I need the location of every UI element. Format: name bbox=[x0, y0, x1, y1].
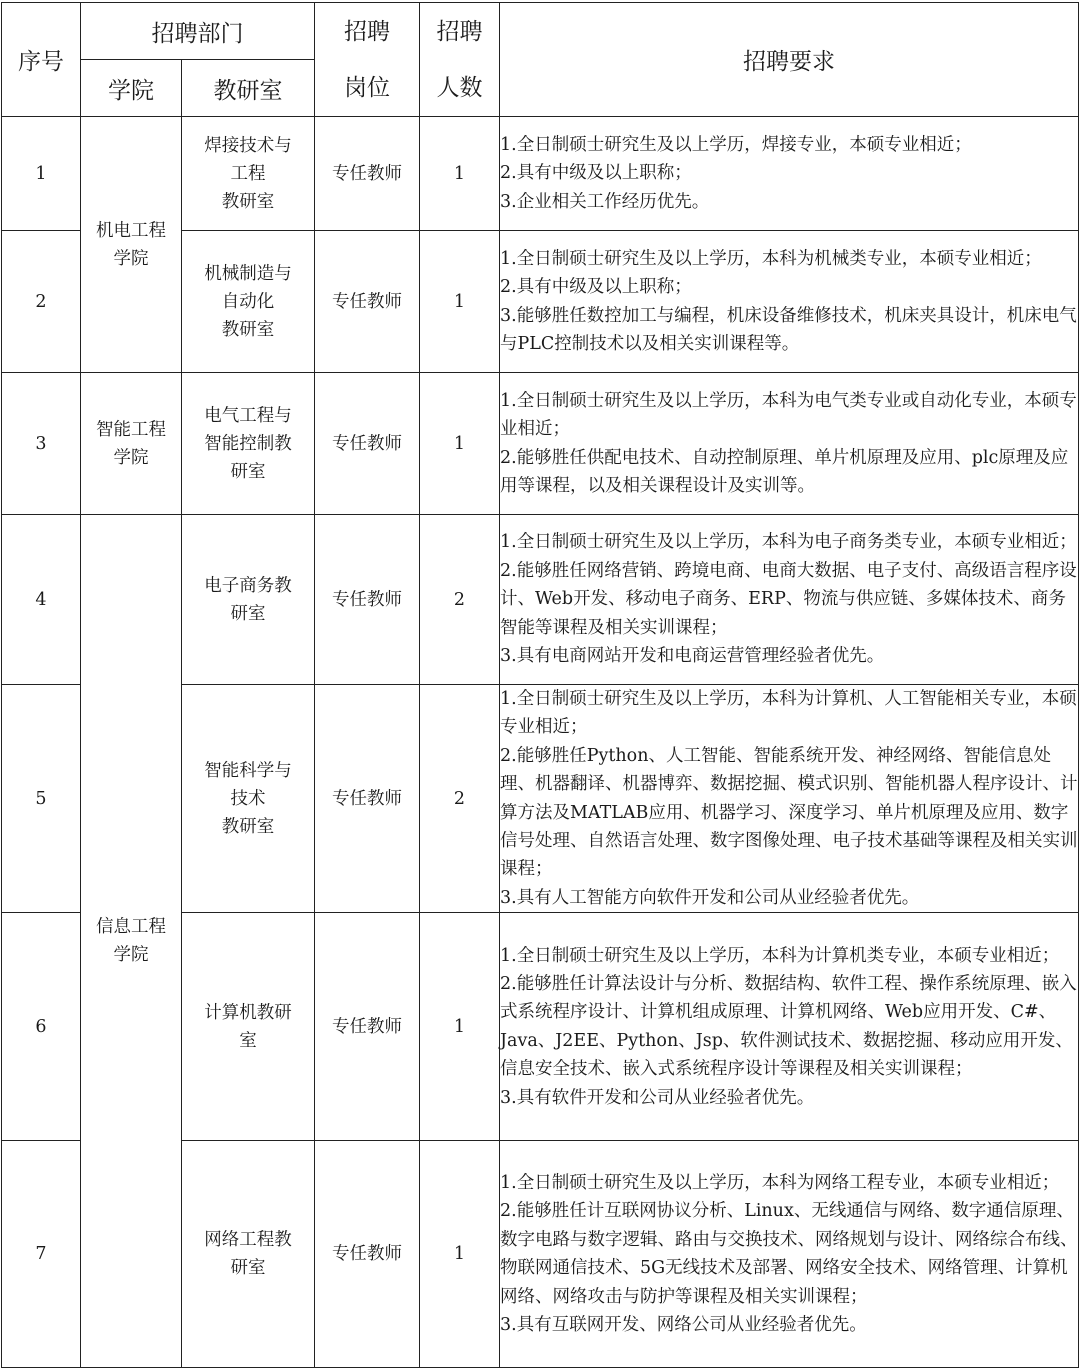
row-count: 1 bbox=[420, 231, 500, 373]
req-line: 1.全日制硕士研究生及以上学历，本科为机械类专业，本硕专业相近； bbox=[500, 248, 1042, 269]
req-line: 2.能够胜任计互联网协议分析、Linux、无线通信与网络、数字通信原理、数字电路与数字逻辑、路由与交换技术、网络规划与设计、网络综合布线、物联网通信技术、5G无线技术及部署、网络安全技术、网络管理、计算机网络、网络攻击与防护等课程及相关实训课程； bbox=[500, 1201, 1078, 1307]
college-smart: 智能工程 学院 bbox=[81, 373, 182, 515]
row-position: 专任教师 bbox=[315, 1141, 420, 1368]
req-line: 1.全日制硕士研究生及以上学历，本科为计算机类专业，本硕专业相近； bbox=[500, 945, 1060, 966]
row-seq: 1 bbox=[2, 117, 81, 231]
header-requirements: 招聘要求 bbox=[500, 3, 1079, 117]
row-count: 1 bbox=[420, 117, 500, 231]
row-count: 2 bbox=[420, 685, 500, 913]
row-count: 1 bbox=[420, 1141, 500, 1368]
row-requirements bbox=[500, 117, 1079, 231]
recruitment-table bbox=[1, 2, 1079, 1368]
header-office: 教研室 bbox=[182, 60, 315, 117]
row-requirements bbox=[500, 1141, 1079, 1368]
header-position: 招聘 岗位 bbox=[315, 3, 420, 117]
req-line: 2.能够胜任网络营销、跨境电商、电商大数据、电子支付、高级语言程序设计、Web开发、移动电子商务、ERP、物流与供应链、多媒体技术、商务智能等课程及相关实训课程； bbox=[500, 560, 1077, 638]
row-office: 电子商务教 研室 bbox=[182, 515, 315, 685]
row-position: 专任教师 bbox=[315, 231, 420, 373]
row-position: 专任教师 bbox=[315, 515, 420, 685]
college-electromech: 机电工程 学院 bbox=[81, 117, 182, 373]
req-line: 1.全日制硕士研究生及以上学历，本科为计算机、人工智能相关专业，本硕专业相近； bbox=[500, 689, 1077, 738]
row-office: 电气工程与 智能控制教 研室 bbox=[182, 373, 315, 515]
req-line: 2.能够胜任供配电技术、自动控制原理、单片机原理及应用、plc原理及应用等课程，以及相关课程设计及实训等。 bbox=[500, 447, 1069, 496]
req-line: 2.具有中级及以上职称； bbox=[500, 163, 692, 184]
req-line: 1.全日制硕士研究生及以上学历，本科为电子商务类专业，本硕专业相近； bbox=[500, 532, 1077, 553]
header-count: 招聘 人数 bbox=[420, 3, 500, 117]
req-line: 1.全日制硕士研究生及以上学历，本科为网络工程专业，本硕专业相近； bbox=[500, 1173, 1060, 1194]
row-seq: 6 bbox=[2, 913, 81, 1141]
req-line: 1.全日制硕士研究生及以上学历，本科为电气类专业或自动化专业，本硕专业相近； bbox=[500, 390, 1077, 440]
row-office: 网络工程教 研室 bbox=[182, 1141, 315, 1368]
row-requirements bbox=[500, 373, 1079, 515]
row-office: 计算机教研 室 bbox=[182, 913, 315, 1141]
row-seq: 2 bbox=[2, 231, 81, 373]
row-office: 智能科学与 技术 教研室 bbox=[182, 685, 315, 913]
table-row bbox=[2, 117, 1079, 231]
header-college: 学院 bbox=[81, 60, 182, 117]
req-line: 2.能够胜任计算法设计与分析、数据结构、软件工程、操作系统原理、嵌入式系统程序设计、计算机组成原理、计算机网络、Web应用开发、C#、Java、J2EE、Python、Jsp、软件测试技术、数据挖掘、移动应用开发、信息安全技术、嵌入式系统程序设计等课程及相关实训课程； bbox=[500, 973, 1077, 1080]
college-info: 信息工程 学院 bbox=[81, 515, 182, 1368]
row-office: 机械制造与 自动化 教研室 bbox=[182, 231, 315, 373]
req-line: 2.能够胜任Python、人工智能、智能系统开发、神经网络、智能信息处理、机器翻译、机器博弈、数据挖掘、模式识别、智能机器人程序设计、计算方法及MATLAB应用、机器学习、深度学习、单片机原理及应用、数字信号处理、自然语言处理、数字图像处理、电子技术基础等课程及相关实训课程； bbox=[500, 745, 1078, 880]
row-requirements bbox=[500, 515, 1079, 685]
row-count: 1 bbox=[420, 913, 500, 1141]
row-seq: 5 bbox=[2, 685, 81, 913]
req-line: 3.具有人工智能方向软件开发和公司从业经验者优先。 bbox=[500, 887, 920, 908]
row-position: 专任教师 bbox=[315, 117, 420, 231]
row-position: 专任教师 bbox=[315, 685, 420, 913]
req-line: 2.具有中级及以上职称； bbox=[500, 277, 692, 298]
row-requirements bbox=[500, 231, 1079, 373]
req-line: 3.能够胜任数控加工与编程，机床设备维修技术，机床夹具设计，机床电气与PLC控制技术以及相关实训课程等。 bbox=[500, 305, 1077, 354]
header-seq: 序号 bbox=[2, 3, 81, 117]
table-row bbox=[2, 373, 1079, 515]
row-requirements bbox=[500, 685, 1079, 913]
row-seq: 3 bbox=[2, 373, 81, 515]
req-line: 1.全日制硕士研究生及以上学历，焊接专业，本硕专业相近； bbox=[500, 134, 972, 155]
row-position: 专任教师 bbox=[315, 373, 420, 515]
header-department: 招聘部门 bbox=[81, 3, 315, 60]
req-line: 3.企业相关工作经历优先。 bbox=[500, 191, 710, 212]
row-office: 焊接技术与 工程 教研室 bbox=[182, 117, 315, 231]
req-line: 3.具有互联网开发、网络公司从业经验者优先。 bbox=[500, 1315, 867, 1336]
row-count: 1 bbox=[420, 373, 500, 515]
row-seq: 7 bbox=[2, 1141, 81, 1368]
row-position: 专任教师 bbox=[315, 913, 420, 1141]
table-row bbox=[2, 515, 1079, 685]
row-count: 2 bbox=[420, 515, 500, 685]
row-requirements bbox=[500, 913, 1079, 1141]
req-line: 3.具有电商网站开发和电商运营管理经验者优先。 bbox=[500, 646, 885, 667]
row-seq: 4 bbox=[2, 515, 81, 685]
req-line: 3.具有软件开发和公司从业经验者优先。 bbox=[500, 1087, 815, 1108]
